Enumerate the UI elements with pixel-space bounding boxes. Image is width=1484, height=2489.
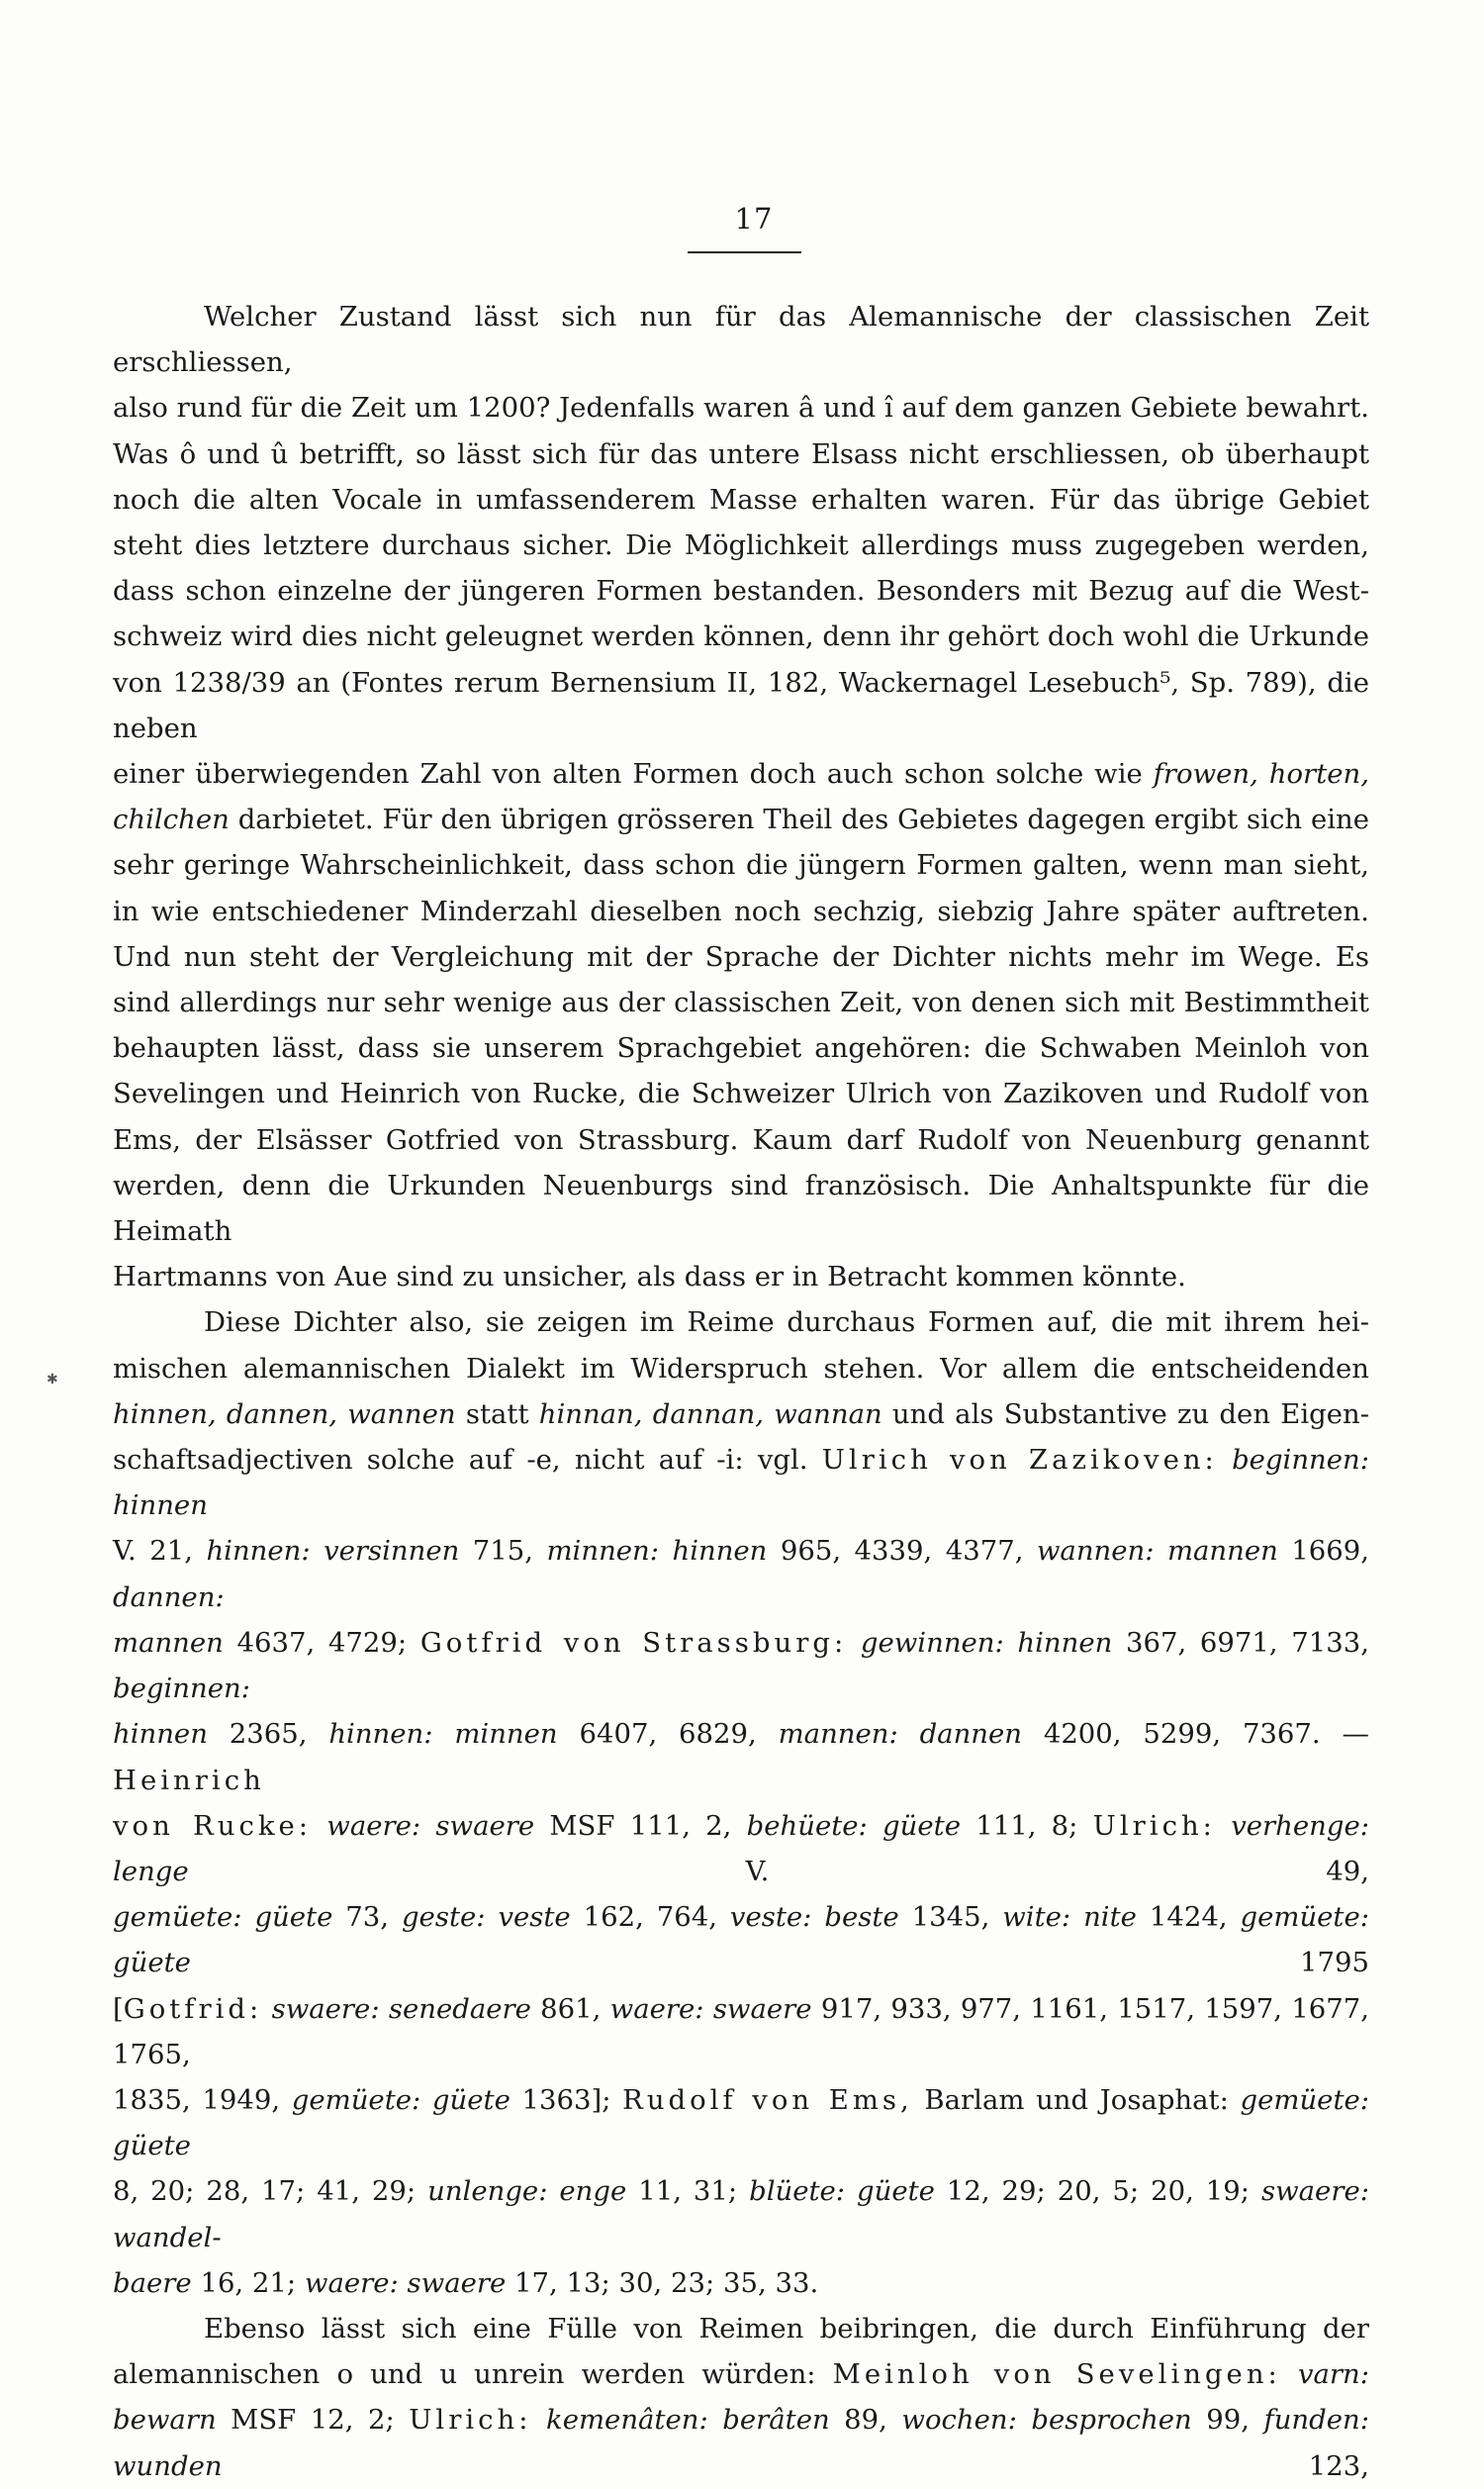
paragraph-1 (113, 294, 1369, 1299)
text-line: mannen 4637, 4729; Gotfrid von Strassburg: gewinnen: hinnen 367, 6971, 7133, beginnen: (113, 1626, 1369, 1705)
text-line: steht dies letztere durchaus sicher. Die Möglichkeit allerdings muss zugegeben werden, (113, 529, 1369, 562)
text-line: hinnen, dannen, wannen statt hinnan, dannan, wannan und als Substantive zu den Eigen- (113, 1397, 1370, 1430)
text-line: mischen alemannischen Dialekt im Widerspruch stehen. Vor allem die entscheidenden (113, 1352, 1369, 1385)
text-line: in wie entschiedener Minderzahl dieselben noch sechzig, siebzig Jahre später auftreten. (113, 895, 1369, 927)
text-line: von 1238/39 an (Fontes rerum Bernensium II, 182, Wackernagel Lesebuch⁵, Sp. 789), die neben (113, 666, 1369, 744)
paragraph-2 (113, 1299, 1369, 2305)
text-line: noch die alten Vocale in umfassenderem Masse erhalten waren. Für das übrige Gebiet (113, 483, 1369, 516)
paragraph-3 (113, 2306, 1369, 2489)
text-line: gemüete: güete 73, geste: veste 162, 764, veste: beste 1345, wite: nite 1424, gemüete: güete 1795 (113, 1901, 1370, 1979)
text-line: 1835, 1949, gemüete: güete 1363]; Rudolf von Ems, Barlam und Josaphat: gemüete: güete (113, 2083, 1370, 2162)
text-line: Welcher Zustand lässt sich nun für das Alemannische der classischen Zeit erschliessen, (113, 301, 1369, 379)
text-line: sind allerdings nur sehr wenige aus der classischen Zeit, von denen sich mit Bestimmtheit (113, 987, 1369, 1019)
text-line: behaupten lässt, dass sie unserem Sprachgebiet angehören: die Schwaben Meinloh von (113, 1032, 1369, 1065)
text-line: chilchen darbietet. Für den übrigen grösseren Theil des Gebietes dagegen ergibt sich eine (113, 804, 1369, 836)
text-line: Und nun steht der Vergleichung mit der Sprache der Dichter nichts mehr im Wege. Es (113, 940, 1369, 973)
text-line: sehr geringe Wahrscheinlichkeit, dass schon die jüngern Formen galten, wenn man sieht, (113, 849, 1369, 882)
header-rule (688, 251, 801, 253)
text-line: dass schon einzelne der jüngeren Formen bestanden. Besonders mit Bezug auf die West- (113, 575, 1369, 608)
text-line: also rund für die Zeit um 1200? Jedenfalls waren â und î auf dem ganzen Gebiete bewahrt. (113, 392, 1369, 425)
text-line: Hartmanns von Aue sind zu unsicher, als dass er in Betracht kommen könnte. (113, 1261, 1186, 1293)
page-number: 17 (734, 202, 774, 236)
text-line: bewarn MSF 12, 2; Ulrich: kemenâten: berâten 89, wochen: besprochen 99, funden: wunden 123, (113, 2404, 1369, 2482)
margin-speck: ✱ (46, 1372, 58, 1388)
body-text (113, 294, 1369, 2489)
text-line: werden, denn die Urkunden Neuenburgs sind französisch. Die Anhaltspunkte für die Heimath (113, 1169, 1369, 1248)
text-line: von Rucke: waere: swaere MSF 111, 2, behüete: güete 111, 8; Ulrich: verhenge: lenge V. 49, (113, 1809, 1369, 1887)
text-line: alemannischen o und u unrein werden würden: Meinloh von Sevelingen: varn: (113, 2358, 1369, 2391)
text-line: [Gotfrid: swaere: senedaere 861, waere: swaere 917, 933, 977, 1161, 1517, 1597, 1677, 1765, (113, 1992, 1369, 2070)
text-line: schaftsadjectiven solche auf -e, nicht auf -i: vgl. Ulrich von Zazikoven: beginnen: hinnen (113, 1444, 1370, 1522)
text-line: Ebenso lässt sich eine Fülle von Reimen beibringen, die durch Einführung der (204, 2312, 1369, 2345)
text-line: schweiz wird dies nicht geleugnet werden können, denn ihr gehört doch wohl die Urkunde (113, 621, 1369, 653)
text-line: baere 16, 21; waere: swaere 17, 13; 30, 23; 35, 33. (113, 2266, 819, 2299)
text-line: Sevelingen und Heinrich von Rucke, die Schweizer Ulrich von Zazikoven und Rudolf von (113, 1078, 1369, 1110)
text-line: Diese Dichter also, sie zeigen im Reime durchaus Formen auf, die mit ihrem hei- (204, 1306, 1369, 1339)
text-line: Was ô und û betrifft, so lässt sich für das untere Elsass nicht erschliessen, ob überhaupt (113, 437, 1369, 470)
text-line: hinnen 2365, hinnen: minnen 6407, 6829, mannen: dannen 4200, 5299, 7367. — Heinrich (113, 1718, 1370, 1796)
text-line: Ems, der Elsässer Gotfried von Strassburg. Kaum darf Rudolf von Neuenburg genannt (113, 1123, 1369, 1156)
text-line: einer überwiegenden Zahl von alten Formen doch auch schon solche wie frowen, horten, (113, 758, 1369, 791)
text-line: V. 21, hinnen: versinnen 715, minnen: hinnen 965, 4339, 4377, wannen: mannen 1669, dannen: (113, 1535, 1370, 1613)
text-line: 8, 20; 28, 17; 41, 29; unlenge: enge 11, 31; blüete: güete 12, 29; 20, 5; 20, 19; swaere: wandel- (113, 2175, 1370, 2253)
